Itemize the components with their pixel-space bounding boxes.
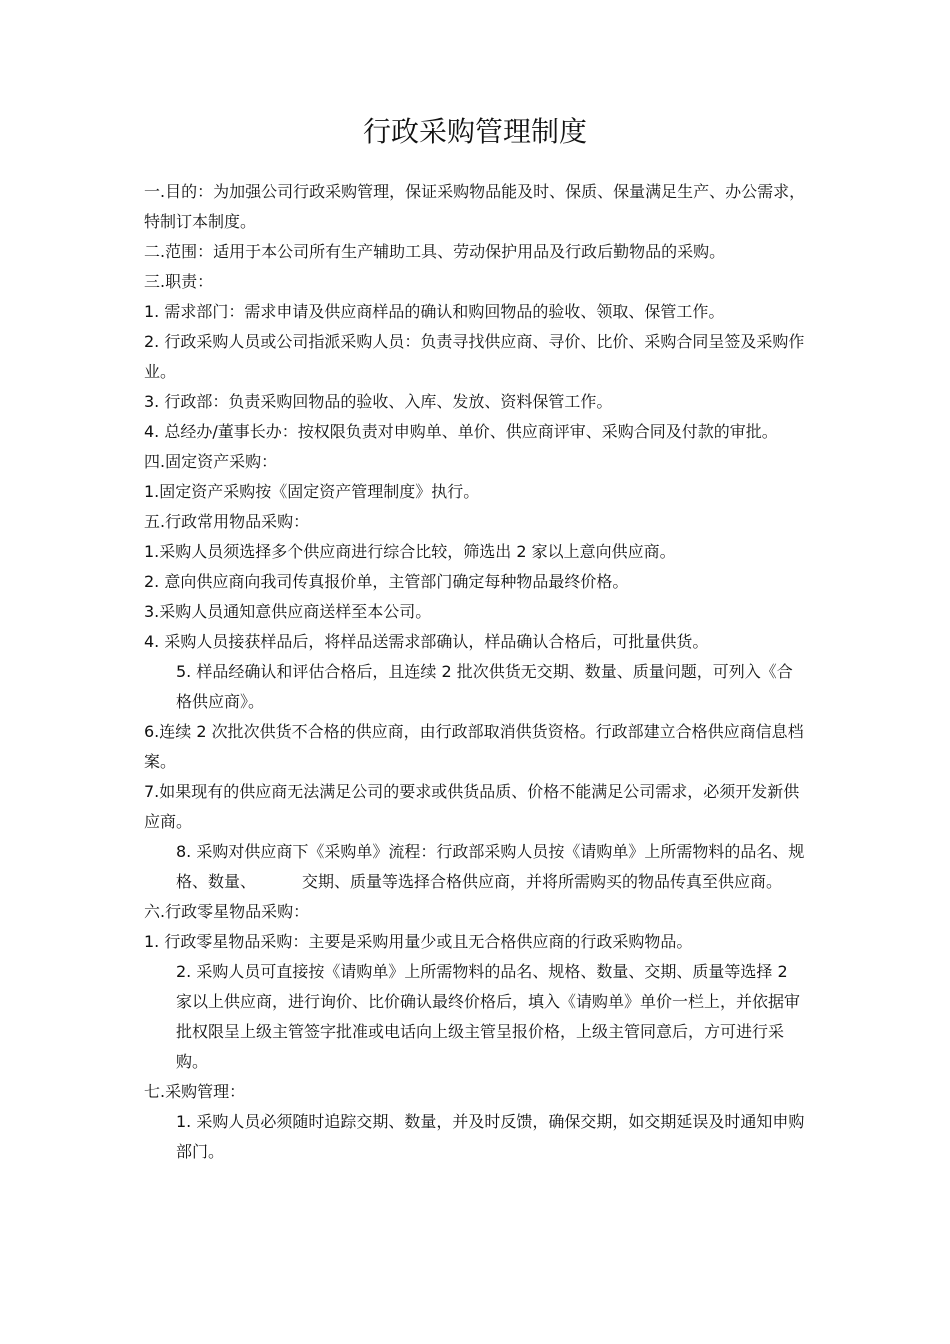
paragraph-scope: 二.范围：适用于本公司所有生产辅助工具、劳动保护用品及行政后勤物品的采购。 — [144, 242, 726, 261]
list-item: 1. 需求部门：需求申请及供应商样品的确认和购回物品的验收、领取、保管工作。 — [144, 302, 725, 321]
list-item: 2. 意向供应商向我司传真报价单，主管部门确定每种物品最终价格。 — [144, 572, 629, 591]
list-item: 6.连续 2 次批次供货不合格的供应商，由行政部取消供货资格。行政部建立合格供应商信息档案。 — [144, 722, 804, 771]
list-item: 4. 采购人员接获样品后，将样品送需求部确认，样品确认合格后，可批量供货。 — [144, 632, 709, 651]
list-item: 2. 行政采购人员或公司指派采购人员：负责寻找供应商、寻价、比价、采购合同呈签及采购作业。 — [144, 332, 805, 381]
list-item: 1. 行政零星物品采购：主要是采购用量少或且无合格供应商的行政采购物品。 — [144, 932, 693, 951]
list-item: 4. 总经办/董事长办：按权限负责对申购单、单价、供应商评审、采购合同及付款的审批。 — [144, 422, 778, 441]
heading-fixed-assets: 四.固定资产采购： — [144, 452, 278, 471]
heading-misc-items: 六.行政零星物品采购： — [144, 902, 310, 921]
list-item: 2. 采购人员可直接按《请购单》上所需物料的品名、规格、数量、交期、质量等选择 2 家以上供应商，进行询价、比价确认最终价格后，填入《请购单》单价一栏上，并依据审批权限呈上级主管签字批准或电话向上级主管呈报价格，上级主管同意后，方可进行采购。 — [176, 962, 801, 1071]
heading-common-items: 五.行政常用物品采购： — [144, 512, 310, 531]
heading-responsibilities: 三.职责： — [144, 272, 214, 291]
list-item: 3.采购人员通知意供应商送样至本公司。 — [144, 602, 432, 621]
list-item: 1.固定资产采购按《固定资产管理制度》执行。 — [144, 482, 480, 501]
list-item: 1. 采购人员必须随时追踪交期、数量，并及时反馈，确保交期，如交期延误及时通知申购部门。 — [176, 1112, 805, 1161]
paragraph-purpose: 一.目的：为加强公司行政采购管理，保证采购物品能及时、保质、保量满足生产、办公需求，特制订本制度。 — [144, 182, 806, 231]
list-item: 7.如果现有的供应商无法满足公司的要求或供货品质、价格不能满足公司需求，必须开发新供应商。 — [144, 782, 800, 831]
list-item-part: 交期、质量等选择合格供应商，并将所需购买的物品传真至供应商。 — [302, 872, 783, 891]
list-item: 1.采购人员须选择多个供应商进行综合比较，筛选出 2 家以上意向供应商。 — [144, 542, 676, 561]
list-item: 3. 行政部：负责采购回物品的验收、入库、发放、资料保管工作。 — [144, 392, 613, 411]
document-title: 行政采购管理制度 — [362, 115, 587, 148]
document-body — [144, 177, 808, 1167]
list-item-part: 8. 采购对供应商下《采购单》流程：行政部采购人员按《请购单》上所需物料的品名、规格、数量、 — [176, 842, 805, 891]
list-item: 5. 样品经确认和评估合格后，且连续 2 批次供货无交期、数量、质量问题，可列入《合格供应商》。 — [176, 662, 793, 711]
list-item — [144, 837, 808, 897]
heading-procurement-management: 七.采购管理： — [144, 1082, 246, 1101]
